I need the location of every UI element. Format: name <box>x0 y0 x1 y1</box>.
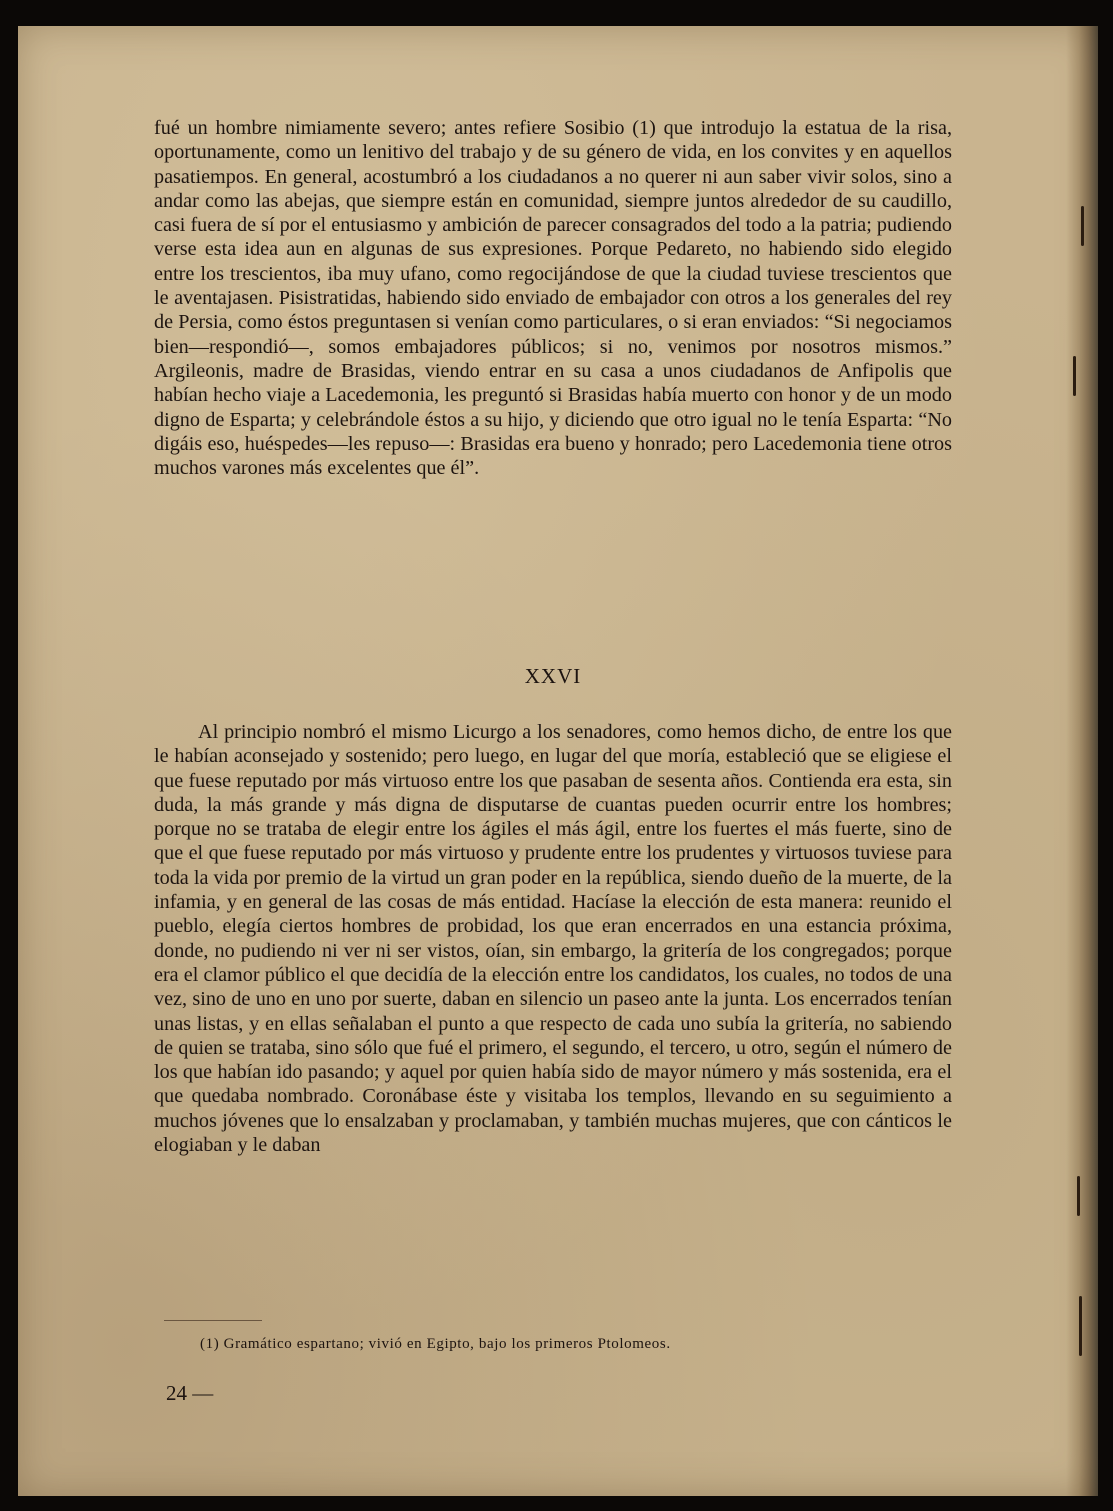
binding-mark <box>1081 206 1084 246</box>
paragraph-continuation: fué un hombre nimiamente severo; antes refiere Sosibio (1) que introdujo la estatua de la risa, oportunamente, como un lenitivo del trabajo y de su género de vida, en los convites y en aquellos pasatiempos. En general, acostumbró a los ciudadanos a no querer ni aun saber vivir solos, sino a andar como las abejas, que siempre están en comunidad, siempre juntos alrededor de su caudillo, casi fuera de sí por el entusiasmo y ambición de parecer consagrados del todo a la patria; pudiendo verse esta idea aun en algunas de sus expresiones. Porque Pedareto, no habiendo sido elegido entre los trescientos, iba muy ufano, como regocijándose de que la ciudad tuviese trescientos que le aventajasen. Pisistratidas, habiendo sido enviado de embajador con otros a los generales del rey de Persia, como éstos preguntasen si venían como particulares, o si eran enviados: “Si negociamos bien—respondió—, somos embajadores públicos; si no, venimos por nosotros mismos.” Argileonis, madre de Brasidas, viendo entrar en su casa a unos ciudadanos de Anfipolis que habían hecho viaje a Lacedemonia, les preguntó si Brasidas había muerto con honor y de un modo digno de Esparta; y celebrándole éstos a su hijo, y diciendo que otro igual no le tenía Esparta: “No digáis eso, huéspedes—les repuso—: Brasidas era bueno y honrado; pero Lacedemonia tiene otros muchos varones más excelentes que él”. <box>154 117 952 480</box>
footnote: (1) Gramático espartano; vivió en Egipto, bajo los primeros Ptolomeos. <box>200 1336 671 1352</box>
body-text-lower <box>154 720 952 1157</box>
binding-mark <box>1073 356 1076 396</box>
footnote-separator <box>164 1320 262 1321</box>
page-gutter-shadow <box>1066 26 1098 1496</box>
binding-mark <box>1077 1176 1080 1216</box>
chapter-heading: XXVI <box>524 664 582 688</box>
page-number: 24 — <box>166 1381 214 1405</box>
binding-mark <box>1079 1296 1082 1356</box>
body-text-upper <box>154 116 952 480</box>
paragraph-chapter-start: Al principio nombró el mismo Licurgo a los senadores, como hemos dicho, de entre los que le habían aconsejado y sostenido; pero luego, en lugar del que moría, estableció que se eligiese el que fuese reputado por más virtuoso entre los que pasaban de sesenta años. Contienda era esta, sin duda, la más grande y más digna de disputarse de cuantas pueden ocurrir entre los hombres; porque no se trataba de elegir entre los ágiles el más ágil, entre los fuertes el más fuerte, sino de que el que fuese reputado por más virtuoso y prudente entre los prudentes y virtuosos tuviese para toda la vida por premio de la virtud un gran poder en la república, siendo dueño de la muerte, de la infamia, y en general de las cosas de más entidad. Hacíase la elección de esta manera: reunido el pueblo, elegía ciertos hombres de probidad, los que eran encerrados en una estancia próxima, donde, no pudiendo ni ver ni ser vistos, oían, sin embargo, la gritería de los congregados; porque era el clamor público el que decidía de la elección entre los candidatos, los cuales, no todos de una vez, sino de uno en uno por suerte, daban en silencio un paseo ante la junta. Los encerrados tenían unas listas, y en ellas señalaban el punto a que respecto de cada uno subía la gritería, no sabiendo de quien se trataba, sino sólo que fué el primero, el segundo, el tercero, u otro, según el número de los que habían ido pasando; y aquel por quien había sido de mayor número y más sostenida, era el que quedaba nombrado. Coronábase éste y visitaba los templos, llevando en su seguimiento a muchos jóvenes que lo ensalzaban y proclamaban, y también muchas mujeres, que con cánticos le elogiaban y le daban <box>154 721 952 1157</box>
